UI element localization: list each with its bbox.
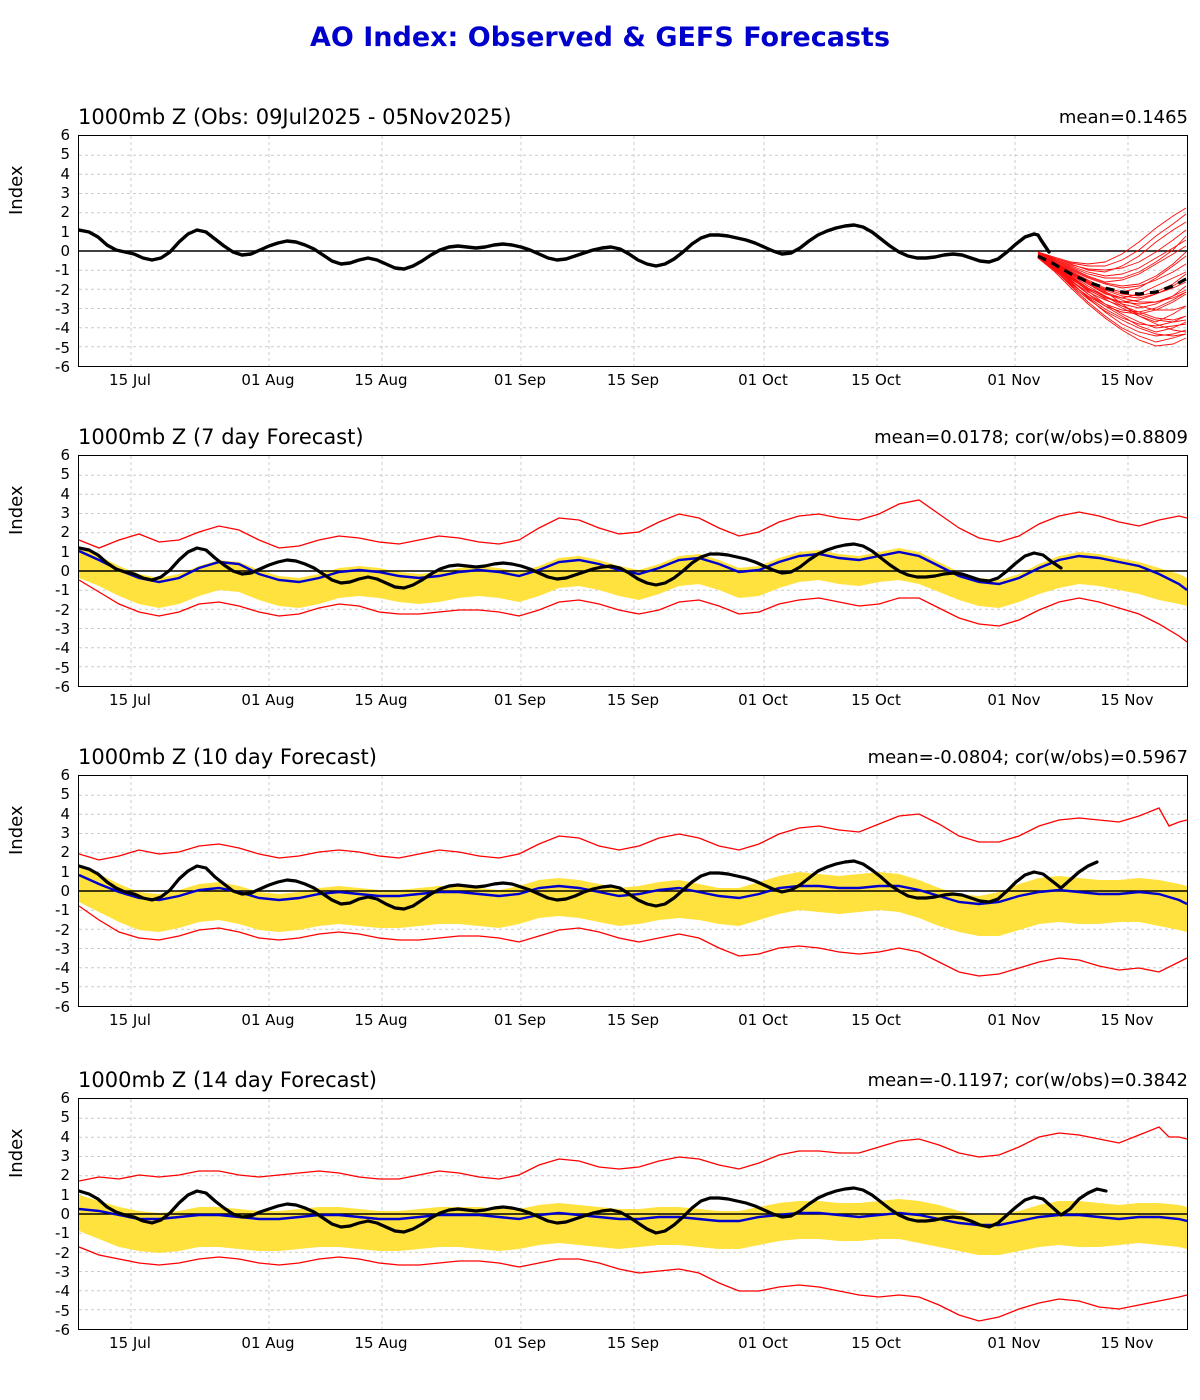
x-tick: 01 Aug: [241, 1334, 295, 1352]
y-tick: 5: [60, 145, 70, 164]
x-tick: 15 Nov: [1100, 691, 1154, 709]
x-tick: 01 Sep: [493, 1334, 547, 1352]
y-axis-label: Index: [6, 485, 27, 535]
panel-header: [78, 425, 1188, 451]
y-axis-label: Index: [6, 805, 27, 855]
x-tick: 15 Aug: [354, 371, 408, 389]
x-tick: 01 Aug: [241, 691, 295, 709]
x-axis-ticks: [78, 371, 1188, 393]
y-tick: -6: [55, 358, 70, 376]
y-tick: -6: [55, 1321, 70, 1339]
y-tick: 0: [60, 242, 70, 260]
y-tick: 5: [60, 785, 70, 804]
y-tick: -3: [55, 300, 70, 318]
y-tick: -5: [55, 658, 70, 677]
y-tick: -3: [55, 1263, 70, 1281]
x-axis-ticks: [78, 1334, 1188, 1356]
y-tick: 5: [60, 465, 70, 484]
plot-area-10day: [78, 775, 1188, 1007]
envelope-upper: [79, 1127, 1187, 1181]
x-tick: 01 Sep: [493, 1011, 547, 1029]
x-tick: 15 Oct: [851, 691, 901, 709]
x-tick: 01 Aug: [241, 1011, 295, 1029]
x-tick: 15 Aug: [354, 1011, 408, 1029]
y-axis-ticks: [30, 446, 74, 696]
y-tick: 3: [60, 504, 70, 522]
y-axis-label: Index: [6, 1128, 27, 1178]
y-tick: 1: [60, 222, 70, 241]
x-tick: 15 Jul: [109, 1334, 151, 1352]
panel-header: [78, 745, 1188, 771]
x-tick: 15 Sep: [606, 371, 660, 389]
x-tick: 01 Nov: [987, 1334, 1041, 1352]
x-tick: 01 Aug: [241, 371, 295, 389]
y-tick: 3: [60, 824, 70, 842]
y-tick: -5: [55, 338, 70, 357]
panel-title: 1000mb Z (10 day Forecast): [78, 745, 377, 769]
y-tick: 2: [60, 203, 70, 222]
panel-header: [78, 1068, 1188, 1094]
y-tick: 6: [60, 446, 70, 464]
panel-title: 1000mb Z (7 day Forecast): [78, 425, 364, 449]
x-tick: 01 Oct: [738, 1011, 788, 1029]
y-tick: 4: [60, 804, 70, 823]
y-tick: 2: [60, 843, 70, 862]
y-tick: 1: [60, 542, 70, 561]
y-tick: -4: [55, 959, 70, 978]
envelope-upper: [79, 500, 1187, 548]
x-tick: 15 Oct: [851, 1011, 901, 1029]
y-tick: -1: [55, 261, 70, 280]
y-tick: 2: [60, 523, 70, 542]
x-tick: 01 Oct: [738, 691, 788, 709]
x-axis-ticks: [78, 691, 1188, 713]
plot-svg: [79, 456, 1187, 686]
y-tick: 4: [60, 164, 70, 183]
y-tick: -4: [55, 639, 70, 658]
x-tick: 01 Nov: [987, 691, 1041, 709]
y-tick: 6: [60, 766, 70, 784]
panel-stats: mean=-0.0804; cor(w/obs)=0.5967: [867, 747, 1188, 768]
y-tick: 0: [60, 882, 70, 900]
panel-stats: mean=-0.1197; cor(w/obs)=0.3842: [867, 1070, 1188, 1091]
x-tick: 01 Nov: [987, 371, 1041, 389]
y-tick: -5: [55, 1301, 70, 1320]
y-tick: -4: [55, 1282, 70, 1301]
y-tick: 4: [60, 1127, 70, 1146]
y-axis-label: Index: [6, 165, 27, 215]
x-tick: 01 Nov: [987, 1011, 1041, 1029]
y-tick: -6: [55, 998, 70, 1016]
x-tick: 15 Sep: [606, 1011, 660, 1029]
y-axis-ticks: [30, 1089, 74, 1339]
x-tick: 15 Sep: [606, 1334, 660, 1352]
x-tick: 15 Oct: [851, 371, 901, 389]
page-title: AO Index: Observed & GEFS Forecasts: [309, 22, 891, 53]
y-tick: 0: [60, 1205, 70, 1223]
y-tick: 3: [60, 184, 70, 202]
x-tick: 01 Oct: [738, 1334, 788, 1352]
x-tick: 15 Nov: [1100, 1011, 1154, 1029]
panel-title: 1000mb Z (Obs: 09Jul2025 - 05Nov2025): [78, 105, 512, 129]
y-tick: -1: [55, 1224, 70, 1243]
plot-area-14day: [78, 1098, 1188, 1330]
x-tick: 01 Sep: [493, 691, 547, 709]
y-tick: -3: [55, 620, 70, 638]
y-tick: 0: [60, 562, 70, 580]
panel-stats: mean=0.0178; cor(w/obs)=0.8809: [874, 427, 1188, 448]
x-tick: 01 Sep: [493, 371, 547, 389]
y-tick: 6: [60, 1089, 70, 1107]
y-tick: -2: [55, 280, 70, 299]
plot-svg: [79, 136, 1187, 366]
y-tick: 5: [60, 1108, 70, 1127]
x-tick: 15 Oct: [851, 1334, 901, 1352]
y-tick: 3: [60, 1147, 70, 1165]
panel-header: [78, 105, 1188, 131]
y-tick: -6: [55, 678, 70, 696]
x-tick: 15 Aug: [354, 691, 408, 709]
plot-svg: [79, 776, 1187, 1006]
x-tick: 15 Nov: [1100, 1334, 1154, 1352]
y-tick: 2: [60, 1166, 70, 1185]
plot-area-observed: [78, 135, 1188, 367]
y-axis-ticks: [30, 766, 74, 1016]
x-tick: 15 Jul: [109, 1011, 151, 1029]
y-tick: -2: [55, 920, 70, 939]
y-tick: 4: [60, 484, 70, 503]
panel-title: 1000mb Z (14 day Forecast): [78, 1068, 377, 1092]
y-tick: -5: [55, 978, 70, 997]
x-tick: 15 Aug: [354, 1334, 408, 1352]
y-axis-ticks: [30, 126, 74, 376]
x-axis-ticks: [78, 1011, 1188, 1033]
y-tick: -4: [55, 319, 70, 338]
plot-area-7day: [78, 455, 1188, 687]
plot-svg: [79, 1099, 1187, 1329]
y-tick: -2: [55, 600, 70, 619]
y-tick: 6: [60, 126, 70, 144]
x-tick: 15 Jul: [109, 691, 151, 709]
panel-stats: mean=0.1465: [1058, 107, 1188, 128]
x-tick: 15 Sep: [606, 691, 660, 709]
x-tick: 15 Jul: [109, 371, 151, 389]
y-tick: -3: [55, 940, 70, 958]
x-tick: 15 Nov: [1100, 371, 1154, 389]
y-tick: 1: [60, 862, 70, 881]
y-tick: -1: [55, 901, 70, 920]
y-tick: -2: [55, 1243, 70, 1262]
y-tick: -1: [55, 581, 70, 600]
y-tick: 1: [60, 1185, 70, 1204]
x-tick: 01 Oct: [738, 371, 788, 389]
